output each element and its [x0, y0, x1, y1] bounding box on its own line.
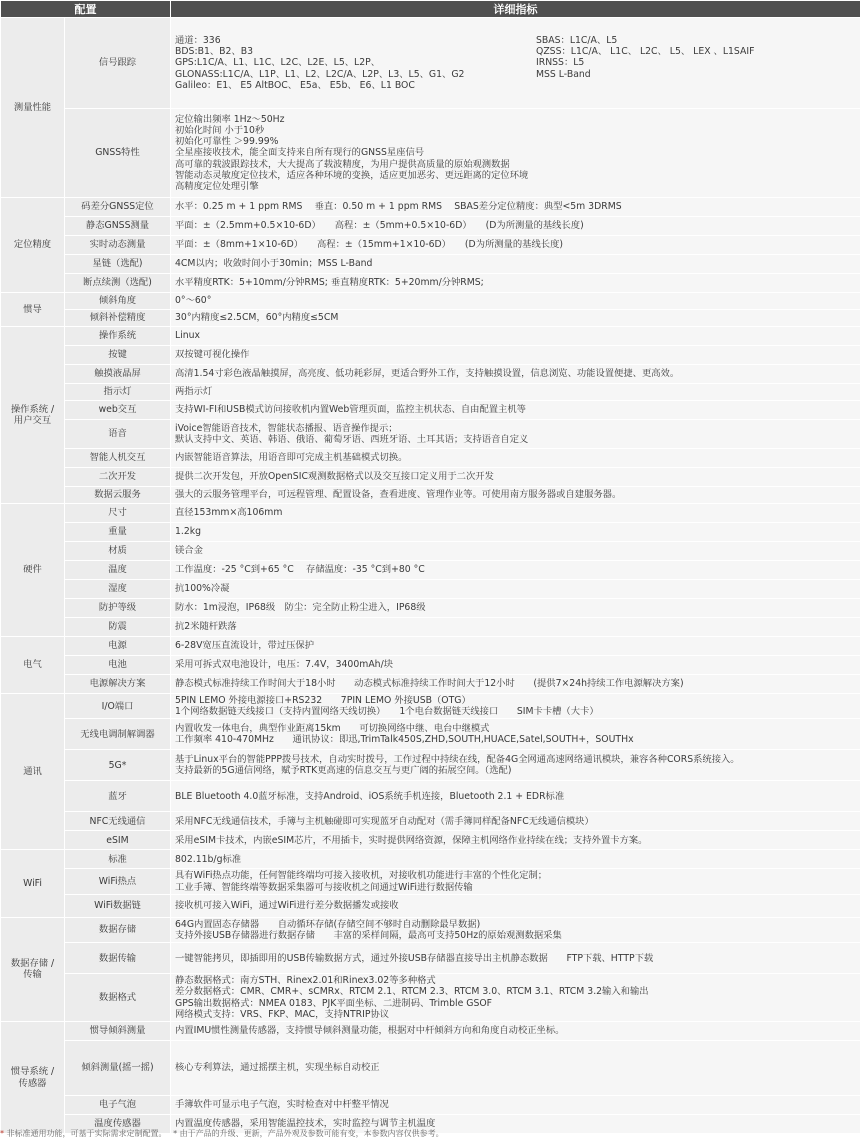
spec-row: [1, 580, 860, 599]
item-label: 重量: [65, 523, 171, 542]
detail-line: 水平：0.25 m + 1 ppm RMS 垂直：0.50 m + 1 ppm RMS SBAS差分定位精度：典型<5m 3DRMS: [175, 201, 622, 213]
item-detail: [171, 420, 860, 449]
spec-row: [1, 781, 860, 812]
signal-column-left: [175, 35, 527, 91]
detail-line: 强大的云服务管理平台，可远程管理、配置设备，查看进度、管理作业等。可使用南方服务器或自建服务器。: [175, 489, 622, 501]
item-detail: [171, 943, 860, 974]
item-label: 标准: [65, 850, 171, 869]
item-detail: [171, 274, 860, 293]
spec-row: [1, 504, 860, 523]
spec-row: [1, 109, 860, 198]
item-detail: [171, 468, 860, 487]
detail-line: 初始化可靠性 ＞99.99%: [175, 136, 279, 148]
detail-line: 30°内精度≤2.5CM，60°内精度≤5CM: [175, 312, 339, 324]
item-label: 实时动态测量: [65, 236, 171, 255]
detail-line: 双按键可视化操作: [175, 349, 250, 361]
item-label: 倾斜角度: [65, 293, 171, 310]
detail-line: 网络模式支持：VRS、FKP、MAC，支持NTRIP协议: [175, 1008, 390, 1020]
detail-line: 防水：1m浸泡，IP68级 防尘：完全防止粉尘进入，IP68级: [175, 602, 426, 614]
item-detail: [171, 293, 860, 310]
spec-row: [1, 618, 860, 637]
item-detail: [171, 850, 860, 869]
detail-line: 高可靠的载波跟踪技术，大大提高了载波精度，为用户提供高质量的原始观测数据: [175, 158, 510, 170]
category-label: 测量性能: [1, 18, 65, 198]
detail-line: 核心专利算法，通过摇摆主机，实现坐标自动校正: [175, 1062, 380, 1074]
detail-line: iVoice智能语音技术，智能状态播报、语音操作提示；: [175, 422, 398, 434]
item-detail: [171, 1022, 860, 1041]
item-detail: [171, 580, 860, 599]
item-detail: [171, 1041, 860, 1096]
spec-table-body: [1, 18, 860, 1134]
spec-row: [1, 217, 860, 236]
item-detail: [171, 1096, 860, 1115]
item-label: 数据传输: [65, 943, 171, 974]
spec-row: [1, 850, 860, 869]
spec-row: [1, 487, 860, 504]
signal-columns: [175, 35, 856, 91]
detail-line: 一键智能拷贝，即插即用的USB传输数据方式，通过外接USB存储器直接导出主机静态数据 FTP下载、HTTP下载: [175, 952, 654, 964]
item-label: 指示灯: [65, 384, 171, 401]
item-detail: [171, 561, 860, 580]
item-label: 防震: [65, 618, 171, 637]
item-detail: [171, 750, 860, 781]
detail-line: 采用eSIM卡技术，内嵌eSIM芯片，不用插卡，实时提供网络资源，保障主机网络作业持续在线；支持外置卡方案。: [175, 834, 648, 846]
item-label: 电子气泡: [65, 1096, 171, 1115]
category-label: 数据存储 / 传输: [1, 917, 65, 1021]
item-detail: [171, 675, 860, 694]
item-detail: [171, 618, 860, 637]
category-label: 硬件: [1, 504, 65, 637]
detail-line: 基于Linux平台的智能PPP拨号技术，自动实时拨号，工作过程中持续在线，配备4G全网通高速网络通讯模块，兼容各种CORS系统接入。: [175, 754, 740, 766]
spec-row: [1, 18, 860, 109]
detail-line: 差分数据格式：CMR、CMR+、sCMRx、RTCM 2.1、RTCM 2.3、RTCM 3.0、RTCM 3.1、RTCM 3.2输入和输出: [175, 986, 649, 998]
spec-row: [1, 198, 860, 217]
spec-row: [1, 523, 860, 542]
detail-line: QZSS：L1C/A、 L1C、 L2C、 L5、 LEX 、L1SAIF: [536, 46, 755, 58]
detail-line: 高精度定位处理引擎: [175, 181, 259, 192]
spec-row: [1, 1096, 860, 1115]
item-label: 智能人机交互: [65, 449, 171, 468]
item-detail: [171, 656, 860, 675]
detail-line: 支持WI-FI和USB模式访问接收机内置Web管理页面，监控主机状态、自由配置主机等: [175, 404, 526, 416]
item-label: web交互: [65, 401, 171, 420]
detail-line: Linux: [175, 330, 201, 342]
detail-line: 定位输出频率 1Hz～50Hz: [175, 113, 285, 125]
spec-row: [1, 869, 860, 894]
item-detail: [171, 869, 860, 894]
detail-line: 两指示灯: [175, 386, 213, 398]
spec-row: [1, 917, 860, 942]
item-label: 星链（选配): [65, 255, 171, 274]
detail-line: 1.2kg: [175, 526, 202, 538]
detail-line: 采用可拆式双电池设计，电压：7.4V，3400mAh/块: [175, 659, 393, 671]
detail-line: 4CM以内；收敛时间小于30min；MSS L-Band: [175, 258, 373, 270]
item-label: 防护等级: [65, 599, 171, 618]
spec-row: [1, 346, 860, 365]
detail-line: 支持最新的5G通信网络，赋予RTK更高速的信息交互与更广阔的拓展空间。（选配): [175, 765, 512, 777]
detail-line: 初始化时间 小于10秒: [175, 124, 265, 136]
item-label: 电池: [65, 656, 171, 675]
item-detail: [171, 18, 860, 109]
detail-line: 镁合金: [175, 545, 203, 557]
item-detail: [171, 401, 860, 420]
detail-line: 内嵌智能语音算法，用语音即可完成主机基础模式切换。: [175, 452, 408, 464]
category-label: 电气: [1, 637, 65, 694]
detail-line: 802.11b/g标准: [175, 853, 242, 865]
item-label: 5G*: [65, 750, 171, 781]
detail-line: 直径153mm×高106mm: [175, 507, 283, 519]
detail-line: 通道：336: [175, 34, 221, 46]
detail-line: 全星座接收技术，能全面支持来自所有现行的GNSS星座信号: [175, 147, 425, 159]
item-label: 电源: [65, 637, 171, 656]
spec-row: [1, 449, 860, 468]
item-label: 湿度: [65, 580, 171, 599]
item-label: 码差分GNSS定位: [65, 198, 171, 217]
category-label: WiFi: [1, 850, 65, 917]
spec-row: [1, 420, 860, 449]
spec-row: [1, 236, 860, 255]
spec-row: [1, 812, 860, 831]
spec-row: [1, 1022, 860, 1041]
item-detail: [171, 504, 860, 523]
spec-row: [1, 401, 860, 420]
item-label: 触摸液晶屏: [65, 365, 171, 384]
detail-line: GPS:L1C/A、L1、L1C、L2C、L2E、L5、L2P、: [175, 57, 381, 69]
detail-line: 接收机可接入WiFi，通过WiFi进行差分数据播发或接收: [175, 900, 399, 912]
item-label: 数据格式: [65, 974, 171, 1022]
spec-row: [1, 599, 860, 618]
spec-row: [1, 561, 860, 580]
detail-line: 抗100%冷凝: [175, 583, 230, 595]
item-detail: [171, 365, 860, 384]
detail-line: 工作频率 410-470MHz 通讯协议：即迅,TrimTalk450S,ZHD,SOUTH,HUACE,Satel,SOUTH+，SOUTHx: [175, 734, 634, 746]
item-detail: [171, 694, 860, 719]
detail-line: 智能动态灵敏度定位技术，适应各种环境的变换，适应更加恶劣、更远距离的定位环境: [175, 169, 529, 181]
item-label: 尺寸: [65, 504, 171, 523]
header-detail: 详细指标: [171, 1, 860, 18]
detail-line: 具有WiFi热点功能，任何智能终端均可接入接收机，对接收机功能进行丰富的个性化定制；: [175, 870, 548, 882]
table-header-row: [1, 1, 860, 18]
category-label: 操作系统 / 用户交互: [1, 327, 65, 504]
detail-line: 静态模式标准持续工作时间大于18小时 动态模式标准持续工作时间大于12小时 (提供7×24h持续工作电源解决方案): [175, 678, 684, 690]
item-detail: [171, 198, 860, 217]
item-detail: [171, 449, 860, 468]
item-label: 惯导倾斜测量: [65, 1022, 171, 1041]
spec-row: [1, 675, 860, 694]
detail-line: BLE Bluetooth 4.0蓝牙标准，支持Android、iOS系统手机连接，Bluetooth 2.1 + EDR标准: [175, 790, 565, 802]
item-label: I/O端口: [65, 694, 171, 719]
item-label: 按键: [65, 346, 171, 365]
item-label: 蓝牙: [65, 781, 171, 812]
detail-line: 内置温度传感器，采用智能温控技术，实时监控与调节主机温度: [175, 1118, 436, 1130]
footnote-asterisk: *: [0, 1129, 4, 1138]
detail-line: 工业手簿、智能终端等数据采集器可与接收机之间通过WiFi进行数据传输: [175, 881, 473, 893]
item-detail: [171, 109, 860, 198]
category-label: 惯导: [1, 293, 65, 327]
spec-row: [1, 943, 860, 974]
spec-row: [1, 719, 860, 750]
spec-row: [1, 310, 860, 327]
category-label: 惯导系统 / 传感器: [1, 1022, 65, 1134]
item-label: 信号跟踪: [65, 18, 171, 109]
detail-line: BDS:B1、B2、B3: [175, 46, 254, 58]
detail-line: 6-28V宽压直流设计，带过压保护: [175, 640, 315, 652]
item-label: eSIM: [65, 831, 171, 850]
detail-line: 手簿软件可显示电子气泡，实时检查对中杆整平情况: [175, 1099, 389, 1111]
detail-line: 提供二次开发包，开放OpenSIC观测数据格式以及交互接口定义用于二次开发: [175, 471, 494, 483]
spec-row: [1, 1041, 860, 1096]
spec-row: [1, 542, 860, 561]
spec-row: [1, 255, 860, 274]
detail-line: IRNSS：L5: [536, 57, 585, 69]
item-label: 材质: [65, 542, 171, 561]
detail-line: 内置收发一体电台，典型作业距离15km 可切换网络中继、电台中继模式: [175, 723, 490, 735]
spec-row: [1, 694, 860, 719]
detail-line: 平面：±（8mm+1×10-6D） 高程：±（15mm+1×10-6D） (D为所测量的基线长度): [175, 239, 563, 251]
detail-line: 支持外接USB存储器进行数据存储 丰富的采样间隔，最高可支持50Hz的原始观测数据采集: [175, 930, 562, 942]
item-label: 操作系统: [65, 327, 171, 346]
spec-row: [1, 468, 860, 487]
detail-line: 默认支持中文、英语、韩语、俄语、葡萄牙语、西班牙语、土耳其语；支持语音自定义: [175, 434, 529, 445]
detail-line: Galileo：E1、 E5 AltBOC、 E5a、 E5b、 E6、L1 BOC: [175, 79, 415, 91]
detail-line: 平面：±（2.5mm+0.5×10-6D） 高程：±（5mm+0.5×10-6D） (D为所测量的基线长度): [175, 220, 584, 232]
item-detail: [171, 310, 860, 327]
item-label: 静态GNSS测量: [65, 217, 171, 236]
spec-row: [1, 293, 860, 310]
item-label: GNSS特性: [65, 109, 171, 198]
spec-row: [1, 274, 860, 293]
item-label: 数据存储: [65, 917, 171, 942]
detail-line: 抗2米随杆跌落: [175, 621, 237, 633]
item-detail: [171, 255, 860, 274]
detail-line: 高清1.54寸彩色液晶触摸屏，高亮度、低功耗彩屏，更适合野外工作，支持触摸设置，信息浏览、功能设置便捷、更高效。: [175, 368, 680, 380]
item-label: NFC无线通信: [65, 812, 171, 831]
footnote: [0, 1128, 444, 1139]
item-detail: [171, 917, 860, 942]
item-detail: [171, 781, 860, 812]
item-label: 断点续测（选配): [65, 274, 171, 293]
detail-line: 工作温度：-25 °C到+65 °C 存储温度：-35 °C到+80 °C: [175, 564, 425, 576]
item-detail: [171, 812, 860, 831]
item-label: WiFi热点: [65, 869, 171, 894]
spec-row: [1, 750, 860, 781]
detail-line: 采用NFC无线通信技术，手簿与主机触碰即可实现蓝牙自动配对（需手簿同样配备NFC无线通信模块）: [175, 815, 594, 827]
header-config: 配置: [1, 1, 171, 18]
item-detail: [171, 236, 860, 255]
detail-line: 内置IMU惯性测量传感器，支持惯导倾斜测量功能，根据对中杆倾斜方向和角度自动校正坐标。: [175, 1025, 565, 1037]
category-label: 定位精度: [1, 198, 65, 293]
signal-column-right: [536, 35, 856, 91]
spec-row: [1, 974, 860, 1022]
spec-row: [1, 637, 860, 656]
item-detail: [171, 542, 860, 561]
item-detail: [171, 523, 860, 542]
item-label: 语音: [65, 420, 171, 449]
detail-line: 64G内置固态存储器 自动循环存储(存储空间不够时自动删除最早数据): [175, 918, 481, 930]
spec-row: [1, 384, 860, 401]
detail-line: 静态数据格式：南方STH、Rinex2.01和Rinex3.02等多种格式: [175, 975, 436, 987]
item-label: 电源解决方案: [65, 675, 171, 694]
item-detail: [171, 719, 860, 750]
item-label: 倾斜补偿精度: [65, 310, 171, 327]
item-detail: [171, 831, 860, 850]
item-detail: [171, 974, 860, 1022]
item-label: 二次开发: [65, 468, 171, 487]
item-label: 数据云服务: [65, 487, 171, 504]
spec-row: [1, 831, 860, 850]
detail-line: 0°～60°: [175, 295, 212, 307]
item-label: 倾斜测量(摇一摇): [65, 1041, 171, 1096]
detail-line: GPS输出数据格式：NMEA 0183、PJK平面坐标、二进制码、Trimble GSOF: [175, 997, 493, 1009]
spec-row: [1, 365, 860, 384]
item-label: WiFi数据链: [65, 894, 171, 917]
spec-row: [1, 327, 860, 346]
detail-line: 水平精度RTK：5+10mm/分钟RMS; 垂直精度RTK：5+20mm/分钟RMS;: [175, 277, 484, 289]
footnote-text: 非标准通用功能，可基于实际需求定制配置。 * 由于产品的升级、更新，产品外观及参数可能有变，本参数内容仅供参考。: [4, 1129, 444, 1138]
item-label: 温度: [65, 561, 171, 580]
item-detail: [171, 217, 860, 236]
spec-row: [1, 656, 860, 675]
item-detail: [171, 327, 860, 346]
category-label: 通讯: [1, 694, 65, 850]
item-detail: [171, 384, 860, 401]
item-label: 无线电调制解调器: [65, 719, 171, 750]
item-detail: [171, 599, 860, 618]
item-detail: [171, 637, 860, 656]
item-label: 温度传感器: [65, 1115, 171, 1134]
detail-line: 1个网络数据链天线接口（支持内置网络天线切换） 1个电台数据链天线接口 SIM卡卡槽（大卡）: [175, 706, 599, 718]
item-detail: [171, 346, 860, 365]
item-detail: [171, 487, 860, 504]
detail-line: MSS L-Band: [536, 68, 591, 80]
spec-row: [1, 894, 860, 917]
detail-line: GLONASS:L1C/A、L1P、L1、L2、L2C/A、L2P、L3、L5、G1、G2: [175, 68, 465, 80]
detail-line: SBAS：L1C/A、L5: [536, 34, 618, 46]
item-detail: [171, 894, 860, 917]
detail-line: 5PIN LEMO 外接电源接口+RS232 7PIN LEMO 外接USB（OTG）: [175, 695, 471, 706]
